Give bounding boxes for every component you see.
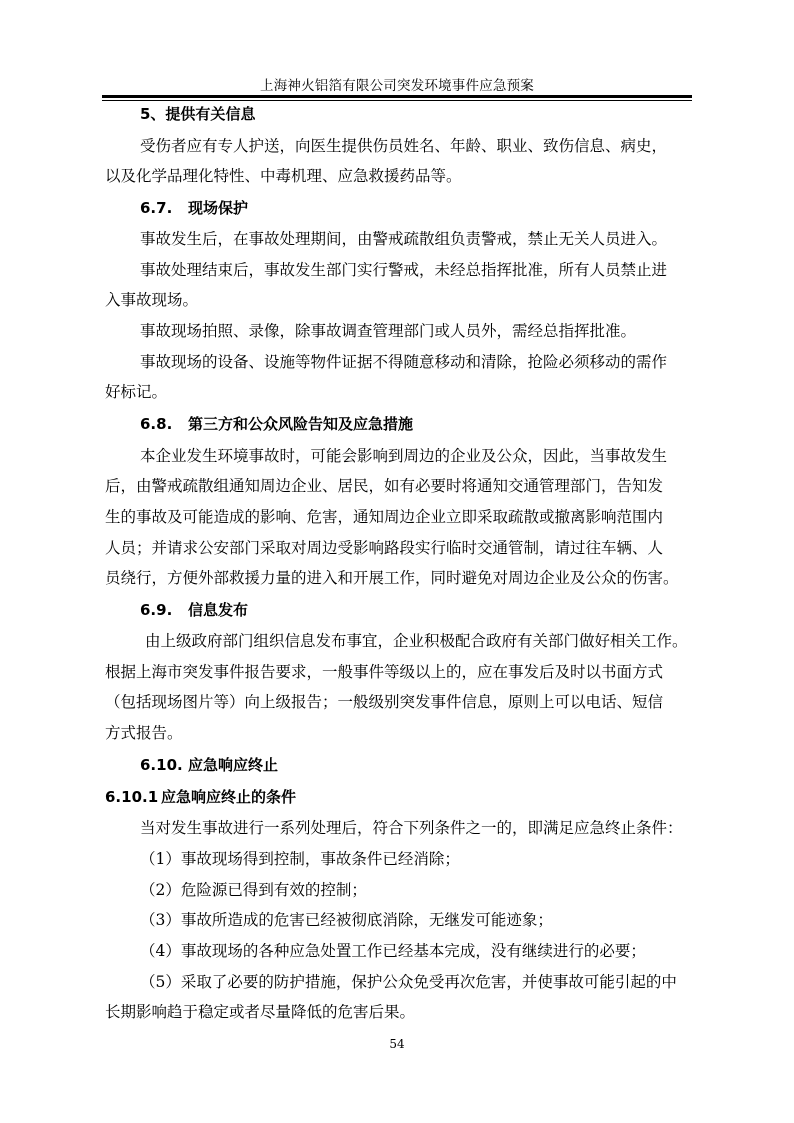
paragraph-line: 以及化学品理化特性、中毒机理、应急救援药品等。	[105, 167, 462, 185]
heading-6-10-1	[105, 787, 296, 807]
section-number: 6.7.	[140, 199, 173, 217]
paragraph-line: 后，由警戒疏散组通知周边企业、居民，如有必要时将通知交通管理部门，告知发	[105, 477, 664, 495]
paragraph-line: 事故现场拍照、录像，除事故调查管理部门或人员外，需经总指挥批准。	[140, 322, 637, 340]
section-number: 6.8.	[140, 415, 173, 433]
heading-5-provide-info: 5、提供有关信息	[140, 105, 256, 123]
page-number: 54	[389, 1037, 405, 1051]
list-item: （1）事故现场得到控制，事故条件已经消除；	[140, 850, 460, 868]
paragraph-line: 生的事故及可能造成的影响、危害，通知周边企业立即采取疏散或撤离影响范围内	[105, 508, 664, 526]
heading-6-8	[140, 414, 413, 434]
section-number: 6.9.	[140, 601, 173, 619]
section-title: 第三方和公众风险告知及应急措施	[188, 415, 414, 433]
list-item: （3）事故所造成的危害已经被彻底消除，无继发可能迹象；	[140, 911, 553, 929]
paragraph-line: （包括现场图片等）向上级报告；一般级别突发事件信息，原则上可以电话、短信	[105, 693, 664, 711]
paragraph-line: 事故发生后，在事故处理期间，由警戒疏散组负责警戒，禁止无关人员进入。	[140, 230, 668, 248]
running-header: 上海神火铝箔有限公司突发环境事件应急预案	[260, 78, 534, 94]
section-number: 6.10.1	[105, 788, 159, 806]
list-item: （4）事故现场的各种应急处置工作已经基本完成，没有继续进行的必要；	[140, 942, 646, 960]
header-rule-thin	[102, 100, 692, 101]
paragraph-line: 事故现场的设备、设施等物件证据不得随意移动和清除，抢险必须移动的需作	[140, 353, 668, 371]
paragraph-line: 本企业发生环境事故时，可能会影响到周边的企业及公众，因此，当事故发生	[140, 447, 668, 465]
paragraph-line: 由上级政府部门组织信息发布事宜，企业积极配合政府有关部门做好相关工作。	[145, 632, 688, 650]
section-title: 应急响应终止的条件	[161, 788, 297, 806]
section-title: 应急响应终止	[188, 756, 279, 774]
paragraph-line: 方式报告。	[105, 724, 183, 742]
paragraph-line: 事故处理结束后，事故发生部门实行警戒，未经总指挥批准，所有人员禁止进	[140, 261, 668, 279]
heading-6-7	[140, 198, 248, 218]
heading-6-10	[140, 755, 278, 775]
section-number: 6.10.	[140, 756, 183, 774]
list-item: （2）危险源已得到有效的控制；	[140, 881, 367, 899]
section-title: 现场保护	[188, 199, 249, 217]
paragraph-line: 员绕行，方便外部救援力量的进入和开展工作，同时避免对周边企业及公众的伤害。	[105, 569, 679, 587]
paragraph-line: 好标记。	[105, 383, 168, 401]
paragraph-line: 受伤者应有专人护送，向医生提供伤员姓名、年龄、职业、致伤信息、病史，	[140, 137, 668, 155]
paragraph-line: 当对发生事故进行一系列处理后，符合下列条件之一的，即满足应急终止条件：	[140, 819, 683, 837]
header-rule-thick	[102, 95, 692, 98]
paragraph-line: 根据上海市突发事件报告要求，一般事件等级以上的，应在事发后及时以书面方式	[105, 663, 664, 681]
paragraph-line: 人员；并请求公安部门采取对周边受影响路段实行临时交通管制，请过往车辆、人	[105, 539, 664, 557]
list-item: （5）采取了必要的防护措施，保护公众免受再次危害，并使事故可能引起的中	[140, 973, 677, 991]
section-title: 信息发布	[188, 601, 249, 619]
heading-6-9	[140, 600, 248, 620]
paragraph-line: 入事故现场。	[105, 291, 199, 309]
paragraph-line: 长期影响趋于稳定或者尽量降低的危害后果。	[105, 1003, 416, 1021]
